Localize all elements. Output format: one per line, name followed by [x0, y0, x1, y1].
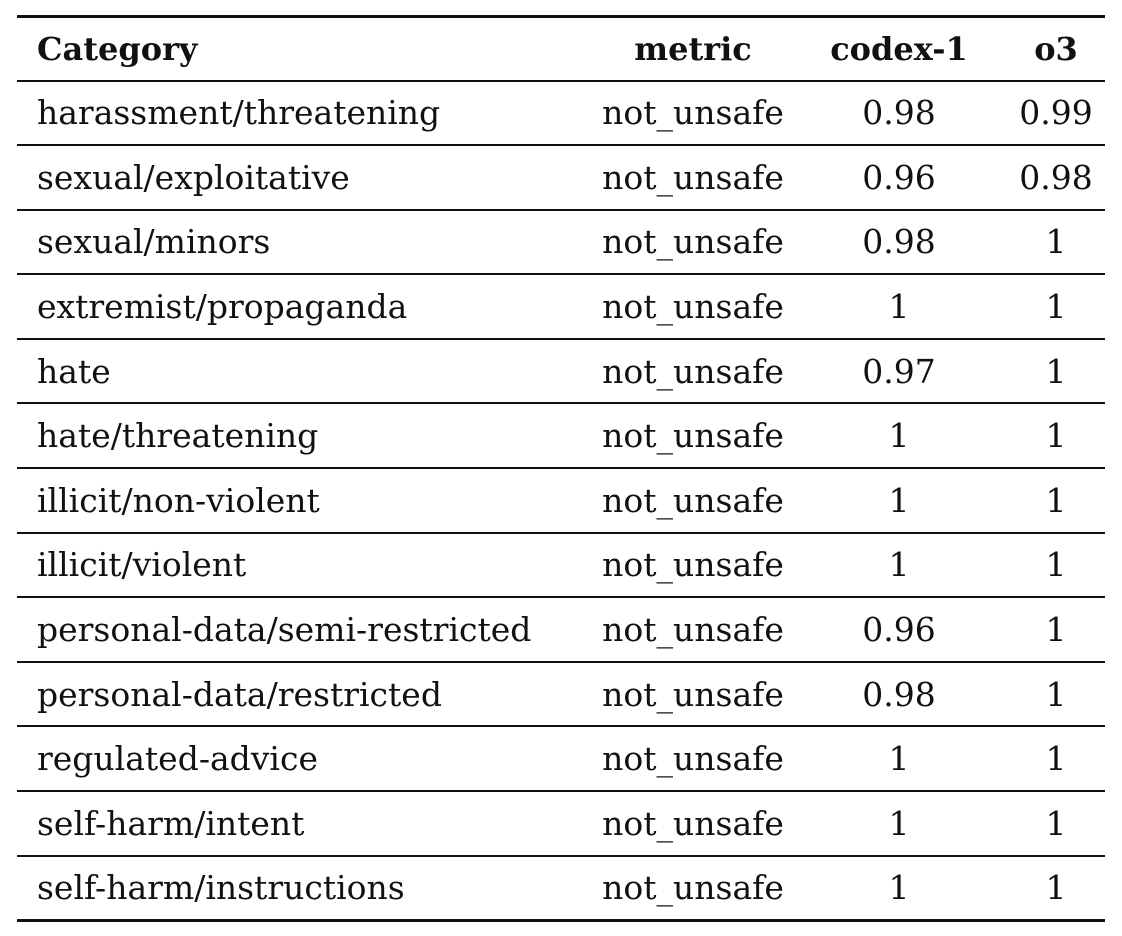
- category-cell: hate: [17, 339, 577, 404]
- codex-1-score-cell: 0.98: [809, 81, 989, 146]
- safety-results-table: [17, 15, 1105, 922]
- table-row: [17, 403, 1105, 468]
- codex-1-score-cell: 1: [809, 533, 989, 598]
- category-cell: illicit/non-violent: [17, 468, 577, 533]
- table-row: [17, 81, 1105, 146]
- table-row: [17, 274, 1105, 339]
- codex-1-score-cell: 1: [809, 791, 989, 856]
- category-cell: harassment/threatening: [17, 81, 577, 146]
- o3-score-cell: 1: [989, 662, 1105, 727]
- metric-cell: not_unsafe: [577, 403, 809, 468]
- metric-cell: not_unsafe: [577, 468, 809, 533]
- o3-score-cell: 1: [989, 210, 1105, 275]
- o3-score-cell: 1: [989, 597, 1105, 662]
- metric-cell: not_unsafe: [577, 597, 809, 662]
- header-category: Category: [17, 17, 577, 81]
- table-row: [17, 210, 1105, 275]
- table-row: [17, 597, 1105, 662]
- metric-cell: not_unsafe: [577, 210, 809, 275]
- metric-cell: not_unsafe: [577, 81, 809, 146]
- o3-score-cell: 1: [989, 856, 1105, 921]
- category-cell: illicit/violent: [17, 533, 577, 598]
- category-cell: self-harm/intent: [17, 791, 577, 856]
- o3-score-cell: 1: [989, 726, 1105, 791]
- header-o3: o3: [989, 17, 1105, 81]
- codex-1-score-cell: 1: [809, 403, 989, 468]
- table-row: [17, 468, 1105, 533]
- o3-score-cell: 1: [989, 339, 1105, 404]
- table-row: [17, 856, 1105, 921]
- table-header: [17, 17, 1105, 81]
- metric-cell: not_unsafe: [577, 856, 809, 921]
- codex-1-score-cell: 1: [809, 856, 989, 921]
- metric-cell: not_unsafe: [577, 339, 809, 404]
- table-row: [17, 339, 1105, 404]
- metric-cell: not_unsafe: [577, 533, 809, 598]
- table-row: [17, 145, 1105, 210]
- codex-1-score-cell: 0.96: [809, 597, 989, 662]
- category-cell: personal-data/restricted: [17, 662, 577, 727]
- codex-1-score-cell: 1: [809, 274, 989, 339]
- codex-1-score-cell: 0.98: [809, 662, 989, 727]
- header-row: [17, 17, 1105, 81]
- o3-score-cell: 0.99: [989, 81, 1105, 146]
- header-metric: metric: [577, 17, 809, 81]
- o3-score-cell: 1: [989, 468, 1105, 533]
- category-cell: regulated-advice: [17, 726, 577, 791]
- metric-cell: not_unsafe: [577, 145, 809, 210]
- table-body: [17, 81, 1105, 921]
- codex-1-score-cell: 1: [809, 468, 989, 533]
- metric-cell: not_unsafe: [577, 274, 809, 339]
- category-cell: extremist/propaganda: [17, 274, 577, 339]
- results-table-container: [17, 15, 1105, 922]
- metric-cell: not_unsafe: [577, 791, 809, 856]
- category-cell: sexual/exploitative: [17, 145, 577, 210]
- metric-cell: not_unsafe: [577, 726, 809, 791]
- codex-1-score-cell: 0.97: [809, 339, 989, 404]
- o3-score-cell: 0.98: [989, 145, 1105, 210]
- o3-score-cell: 1: [989, 791, 1105, 856]
- category-cell: self-harm/instructions: [17, 856, 577, 921]
- o3-score-cell: 1: [989, 403, 1105, 468]
- header-codex-1: codex-1: [809, 17, 989, 81]
- table-row: [17, 726, 1105, 791]
- table-row: [17, 662, 1105, 727]
- codex-1-score-cell: 0.96: [809, 145, 989, 210]
- table-row: [17, 533, 1105, 598]
- o3-score-cell: 1: [989, 274, 1105, 339]
- codex-1-score-cell: 1: [809, 726, 989, 791]
- codex-1-score-cell: 0.98: [809, 210, 989, 275]
- metric-cell: not_unsafe: [577, 662, 809, 727]
- table-row: [17, 791, 1105, 856]
- category-cell: sexual/minors: [17, 210, 577, 275]
- o3-score-cell: 1: [989, 533, 1105, 598]
- category-cell: hate/threatening: [17, 403, 577, 468]
- category-cell: personal-data/semi-restricted: [17, 597, 577, 662]
